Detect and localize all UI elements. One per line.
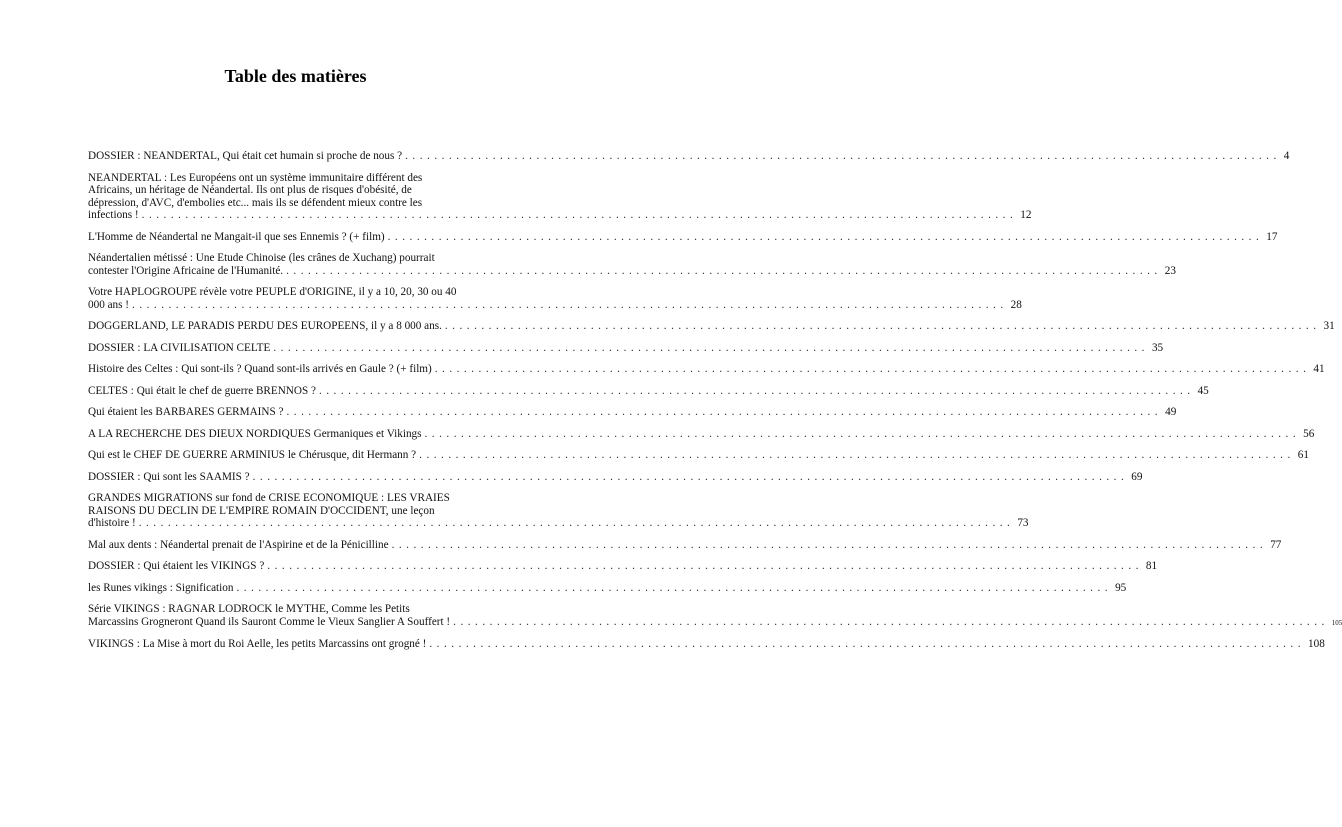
dot-leader: ........................................................................................................................ — [273, 341, 1149, 354]
toc-entry-text: DOSSIER : Qui sont les SAAMIS ? — [88, 470, 250, 483]
dot-leader: ........................................................................................................................ — [424, 427, 1301, 440]
toc-entry[interactable] — [88, 449, 1309, 462]
toc-entry-text: CELTES : Qui était le chef de guerre BRENNOS ? — [88, 384, 316, 397]
dot-leader: ........................................................................................................................ — [252, 470, 1129, 483]
toc-entry-text-line: Africains, un héritage de Néandertal. Ils ont plus de risques d'obésité, de — [88, 184, 412, 196]
toc-entry-text: DOSSIER : Qui étaient les VIKINGS ? — [88, 560, 265, 572]
toc-page-number: 4 — [1283, 150, 1290, 162]
toc-page-number: 17 — [1266, 230, 1278, 243]
toc-entry-last-line — [88, 230, 1278, 244]
toc-entry-last-line — [88, 538, 1282, 552]
dot-leader: ........................................................................................................................ — [391, 538, 1268, 551]
toc-entry[interactable] — [88, 230, 1278, 244]
toc-page-number: 45 — [1197, 384, 1209, 397]
toc-entry[interactable] — [88, 538, 1282, 552]
toc-entry-last-line — [88, 470, 1143, 484]
toc-entry-text: Histoire des Celtes : Qui sont-ils ? Quand sont-ils arrivés en Gaule ? (+ film) — [88, 363, 432, 375]
toc-page-number: 56 — [1303, 427, 1315, 440]
dot-leader: ........................................................................................................................ — [419, 449, 1295, 461]
toc-title: Table des matières — [224, 66, 367, 86]
toc-entry-text-line: GRANDES MIGRATIONS sur fond de CRISE ECONOMIQUE : LES VRAIES — [88, 492, 450, 504]
toc-entry-last-line — [88, 427, 1315, 441]
toc-entry-text: DOSSIER : NEANDERTAL, Qui était cet humain si proche de nous ? — [88, 150, 403, 162]
toc-entry-text: A LA RECHERCHE DES DIEUX NORDIQUES Germaniques et Vikings — [88, 427, 422, 440]
toc-entry-last-line — [88, 449, 1309, 462]
dot-leader: ........................................................................................................................ — [429, 638, 1305, 650]
toc-entry-last-line — [88, 150, 1290, 163]
toc-entry-text-line: NEANDERTAL : Les Européens ont un système immunitaire différent des — [88, 171, 423, 184]
toc-page-number: 105 — [1331, 618, 1342, 627]
toc-page-number: 61 — [1297, 449, 1309, 461]
toc-entry-last-line — [88, 615, 1342, 630]
toc-entry-text-line: Néandertalien métissé : Une Etude Chinoise (les crânes de Xuchang) pourrait — [88, 252, 435, 264]
toc-page-number: 81 — [1145, 560, 1158, 572]
toc-entry[interactable] — [88, 560, 1158, 573]
toc-entry[interactable] — [88, 406, 1177, 419]
toc-entry[interactable] — [88, 252, 1176, 277]
toc-entry-last-line — [88, 209, 1032, 222]
dot-leader: ........................................................................................................................ — [387, 230, 1264, 243]
toc-entry-text: infections ! — [88, 209, 139, 221]
toc-list — [88, 150, 1342, 660]
toc-entry-last-line — [88, 341, 1164, 355]
dot-leader: ........................................................................................................................ — [434, 363, 1311, 375]
toc-entry-last-line — [88, 264, 1176, 278]
dot-leader: ........................................................................................................................ — [132, 298, 1008, 311]
toc-entry-last-line — [88, 638, 1325, 651]
toc-entry-text: les Runes vikings : Signification — [88, 581, 234, 594]
toc-entry-text: DOGGERLAND, LE PARADIS PERDU DES EUROPEENS, il y a 8 000 ans. — [88, 320, 442, 332]
toc-page-number: 23 — [1164, 264, 1176, 277]
toc-entry[interactable] — [88, 150, 1290, 163]
toc-entry-text-line: Votre HAPLOGROUPE révèle votre PEUPLE d'ORIGINE, il y a 10, 20, 30 ou 40 — [88, 286, 457, 298]
toc-page-number: 31 — [1323, 320, 1335, 332]
toc-entry[interactable] — [88, 384, 1209, 398]
toc-entry-last-line — [88, 384, 1209, 398]
dot-leader: ........................................................................................................................ — [286, 406, 1163, 418]
toc-entry-text: Mal aux dents : Néandertal prenait de l'Aspirine et de la Pénicilline — [88, 538, 389, 551]
toc-page-number: 49 — [1165, 406, 1177, 418]
toc-entry-text: 000 ans ! — [88, 298, 130, 311]
toc-entry-text: DOSSIER : LA CIVILISATION CELTE — [88, 341, 271, 354]
toc-page-number: 12 — [1020, 209, 1032, 221]
dot-leader: ........................................................................................................................ — [405, 150, 1281, 162]
toc-entry[interactable] — [88, 603, 1342, 629]
toc-entry-text: L'Homme de Néandertal ne Mangait-il que ses Ennemis ? (+ film) — [88, 230, 385, 243]
toc-page-number: 41 — [1313, 363, 1325, 375]
toc-entry-text-line: RAISONS DU DECLIN DE L'EMPIRE ROMAIN D'OCCIDENT, une leçon — [88, 504, 435, 517]
toc-entry-text: Qui étaient les BARBARES GERMAINS ? — [88, 406, 284, 418]
toc-entry[interactable] — [88, 470, 1143, 484]
toc-entry-last-line — [88, 298, 1022, 312]
toc-entry-text: VIKINGS : La Mise à mort du Roi Aelle, les petits Marcassins ont grogné ! — [88, 638, 427, 650]
dot-leader: ........................................................................................................................ — [138, 517, 1015, 529]
toc-page-number: 69 — [1131, 470, 1143, 483]
toc-entry-last-line — [88, 560, 1158, 573]
toc-entry-last-line — [88, 363, 1325, 376]
dot-leader: ........................................................................................................................ — [286, 264, 1162, 277]
toc-entry[interactable] — [88, 492, 1029, 530]
toc-entry[interactable] — [88, 286, 1022, 311]
toc-entry-last-line — [88, 406, 1177, 419]
toc-entry-text-line: Série VIKINGS : RAGNAR LODROCK le MYTHE, Comme les Petits — [88, 603, 410, 615]
toc-entry[interactable] — [88, 638, 1325, 651]
toc-entry-text: Qui est le CHEF DE GUERRE ARMINIUS le Chérusque, dit Hermann ? — [88, 449, 417, 461]
toc-entry-text: d'histoire ! — [88, 517, 136, 529]
dot-leader: ........................................................................................................................ — [236, 581, 1113, 594]
dot-leader: ........................................................................................................................ — [267, 560, 1143, 572]
dot-leader: ........................................................................................................................ — [453, 615, 1329, 628]
toc-entry[interactable] — [88, 320, 1335, 333]
toc-entry[interactable] — [88, 363, 1325, 376]
toc-page-number: 95 — [1115, 581, 1127, 594]
toc-page-number: 73 — [1017, 517, 1029, 529]
toc-entry-text: contester l'Origine Africaine de l'Humanité. — [88, 264, 284, 277]
toc-entry-last-line — [88, 581, 1127, 595]
toc-page-number: 77 — [1270, 538, 1282, 551]
toc-entry-last-line — [88, 320, 1335, 333]
dot-leader: ........................................................................................................................ — [318, 384, 1195, 397]
toc-entry-last-line — [88, 517, 1029, 530]
toc-entry[interactable] — [88, 427, 1315, 441]
toc-entry-text: Marcassins Grogneront Quand ils Sauront Comme le Vieux Sanglier A Souffert ! — [88, 615, 451, 628]
dot-leader: ........................................................................................................................ — [141, 209, 1018, 221]
toc-page-number: 35 — [1151, 341, 1164, 354]
toc-entry[interactable] — [88, 341, 1164, 355]
toc-entry[interactable] — [88, 171, 1032, 222]
toc-page-number: 28 — [1010, 298, 1022, 311]
toc-entry-text-line: dépression, d'AVC, d'embolies etc... mais ils se défendent mieux contre les — [88, 196, 423, 209]
dot-leader: ........................................................................................................................ — [444, 320, 1321, 332]
toc-entry[interactable] — [88, 581, 1127, 595]
toc-page-number: 108 — [1308, 638, 1325, 650]
